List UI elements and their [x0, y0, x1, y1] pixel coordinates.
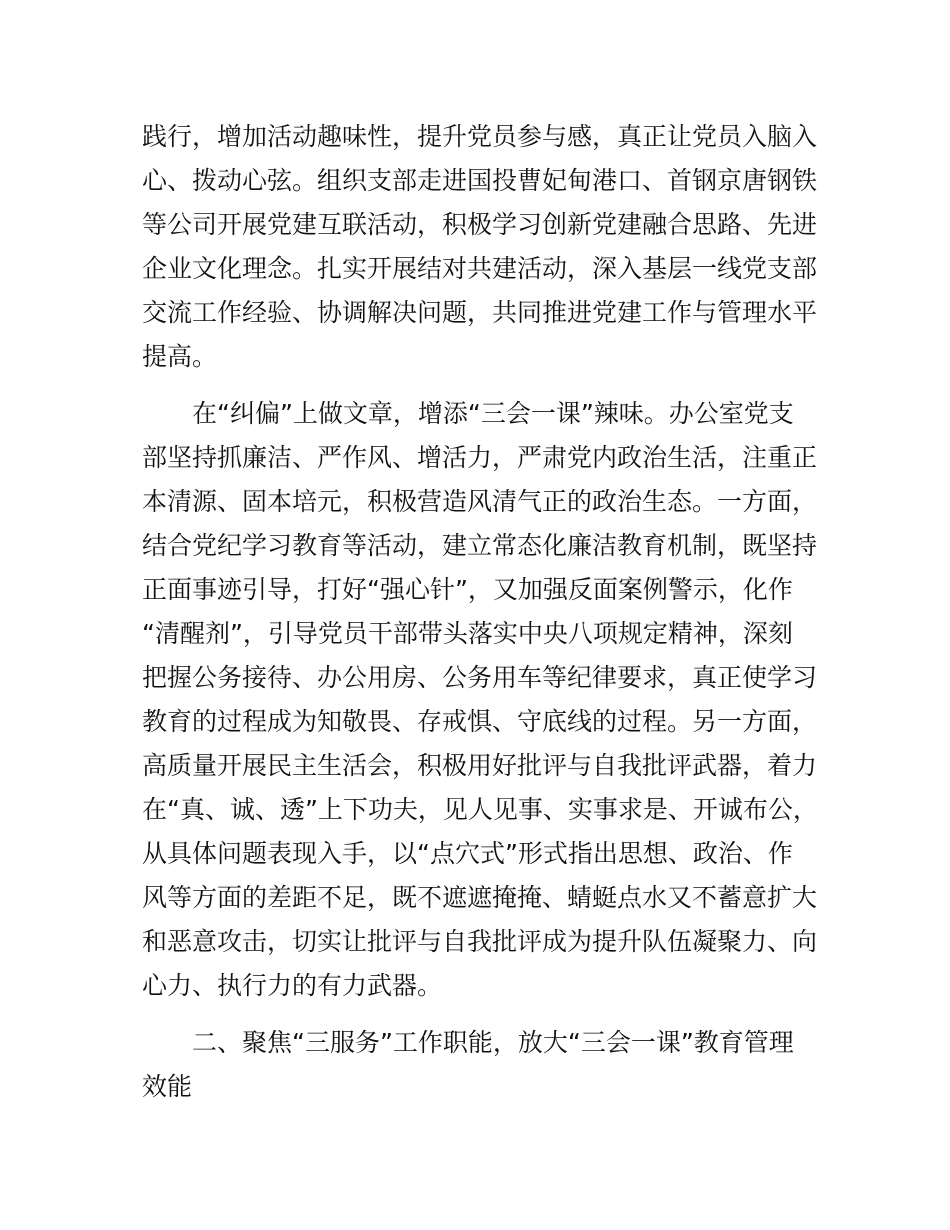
text-line: 企业文化理念。扎实开展结对共建活动，深入基层一线党支部	[142, 254, 818, 283]
paragraph-spacer	[142, 1008, 842, 1021]
text-line: 在“纠偏”上做文章，增添“三会一课”辣味。办公室党支	[142, 399, 794, 428]
text-line: 部坚持抓廉洁、严作风、增活力，严肃党内政治生活，注重正	[142, 443, 818, 472]
paragraph-activities	[142, 115, 842, 379]
text-line: 教育的过程成为知敬畏、存戒惧、守底线的过程。另一方面，	[142, 707, 818, 736]
text-line: 交流工作经验、协调解决问题，共同推进党建工作与管理水平	[142, 298, 818, 327]
text-line: 高质量开展民主生活会，积极用好批评与自我批评武器，着力	[142, 751, 818, 780]
text-line: 正面事迹引导，打好“强心针”，又加强反面案例警示，化作	[142, 575, 793, 604]
text-line: 提高。	[142, 342, 218, 371]
text-line: 把握公务接待、办公用房、公务用车等纪律要求，真正使学习	[142, 663, 818, 692]
text-line: 结合党纪学习教育等活动，建立常态化廉洁教育机制，既坚持	[142, 531, 818, 560]
text-line: 心、拨动心弦。组织支部走进国投曹妃甸港口、首钢京唐钢铁	[142, 166, 818, 195]
text-line: 本清源、固本培元，积极营造风清气正的政治生态。一方面，	[142, 487, 818, 516]
section-heading	[142, 1021, 842, 1109]
heading-line: 二、聚焦“三服务”工作职能，放大“三会一课”教育管理	[142, 1028, 794, 1057]
paragraph-spacer	[142, 379, 842, 392]
text-line: 和恶意攻击，切实让批评与自我批评成为提升队伍凝聚力、向	[142, 927, 818, 956]
text-line: “清醒剂”，引导党员干部带头落实中央八项规定精神，深刻	[142, 619, 793, 648]
paragraph-correction	[142, 392, 842, 1008]
text-line: 心力、执行力的有力武器。	[142, 971, 443, 1000]
document-body	[142, 115, 842, 1109]
text-line: 践行，增加活动趣味性，提升党员参与感，真正让党员入脑入	[142, 122, 818, 151]
heading-line: 效能	[142, 1072, 193, 1101]
text-line: 在“真、诚、透”上下功夫，见人见事、实事求是、开诚布公，	[142, 795, 818, 824]
text-line: 等公司开展党建互联活动，积极学习创新党建融合思路、先进	[142, 210, 818, 239]
text-line: 风等方面的差距不足，既不遮遮掩掩、蜻蜓点水又不蓄意扩大	[142, 883, 818, 912]
text-line: 从具体问题表现入手，以“点穴式”形式指出思想、政治、作	[142, 839, 793, 868]
